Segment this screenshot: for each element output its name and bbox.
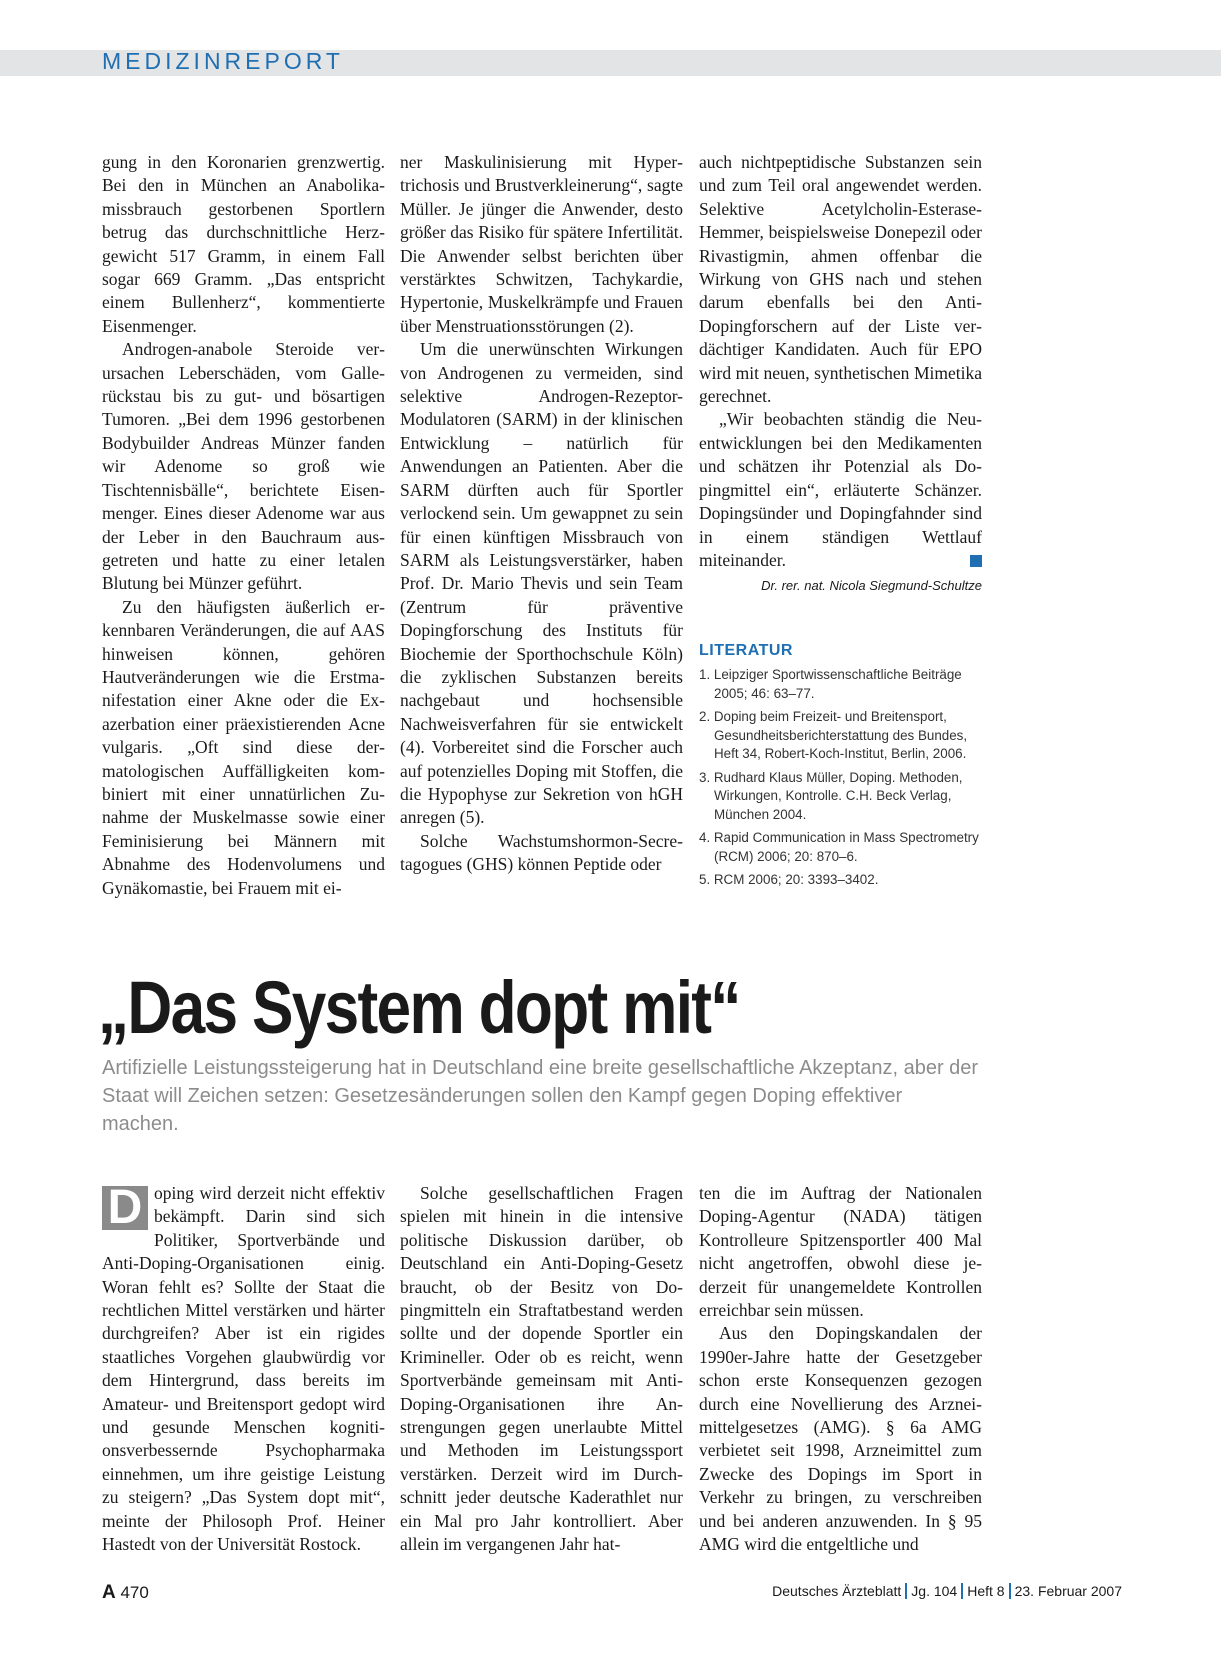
separator <box>961 1583 963 1599</box>
drop-cap: D <box>102 1186 148 1230</box>
separator <box>905 1583 907 1599</box>
paragraph: ner Maskulinisierung mit Hypertrichosis und Brustverkleinerung“, sagte Müller. Je jünger die Anwender, desto größer das Risiko für spätere Infertilität. Die Anwender selbst berichten über verstärktes Schwitzen, Tachykardie, Hypertonie, Muskelkrämpfe und Frauen über Menstruationsstörungen (2). <box>400 152 683 336</box>
paragraph <box>699 408 982 572</box>
paragraph: Solche gesellschaftlichen Fragen spielen mit hinein in die intensive politische Diskussion darüber, ob Deutschland ein Anti-Doping-Gesetz braucht, ob der Besitz von Dopingmitteln ein Straftatbestand werden sollte und der dopende Sportler ein Krimineller. Oder ob es reicht, wenn Sportverbände gemeinsam mit Anti-Doping-Organisationen ihre Anstrengungen gegen unerlaubte Mittel und Methoden im Leistungssport verstärken. Derzeit wird im Durchschnitt jeder deutsche Kaderathlet nur ein Mal pro Jahr kontrolliert. Aber allein im vergangenen Jahr hat- <box>400 1183 683 1555</box>
paragraph: Um die unerwünschten Wirkungen von Androgenen zu vermeiden, sind selektive Androgen-Rezeptor-Modulatoren (SARM) in der klinischen Entwicklung – natürlich für Anwendungen an Patienten. Aber die SARM dürften auch für Sportler verlockend sein. Um gewappnet zu sein für einen künftigen Missbrauch von SARM als Leistungsverstärker, haben Prof. Dr. Mario Thevis und sein Team (Zentrum für präventive Dopingforschung des Instituts für Biochemie der Sporthochschule Köln) die zyklischen Substanzen bereits nachgebaut und hochsensible Nachweisverfahren für sie entwickelt (4). Vorbereitet sind die Forscher auch auf potenzielles Doping mit Stoffen, die die Hypophyse zur Sekretion von hGH anregen (5). <box>400 339 683 828</box>
article-headline: „Das System dopt mit“ <box>98 966 740 1049</box>
separator <box>1009 1583 1011 1599</box>
literature-item: 4. Rapid Communication in Mass Spectrometry (RCM) 2006; 20: 870–6. <box>699 830 979 864</box>
literature-item: 1. Leipziger Sportwissenschaftliche Beiträge 2005; 46: 63–77. <box>699 667 962 701</box>
top-article-column-2 <box>400 151 683 877</box>
page-number <box>102 1582 149 1604</box>
paragraph: Androgen-anabole Steroide verursachen Leberschäden, vom Gallerückstau bis zu gut- und bösartigen Tumoren. „Bei dem 1996 gestorbenen Bodybuilder Andreas Münzer fanden wir Adenome so groß wie Tischtennisbälle“, berichtete Eisenmenger. Eines dieser Adenome war aus der Leber in den Bauchraum ausgetreten und hatte zu einer letalen Blutung bei Münzer geführt. <box>102 339 385 594</box>
article-column-3 <box>699 1182 982 1557</box>
literature-item: 5. RCM 2006; 20: 3393–3402. <box>699 872 879 887</box>
paragraph <box>102 1182 385 1557</box>
paragraph: ten die im Auftrag der Nationalen Doping-Agentur (NADA) tätigen Kontrolleure Spitzensportler 400 Mal nicht angetroffen, obwohl diese jederzeit für unangemeldete Kontrollen erreichbar sein müssen. <box>699 1183 982 1321</box>
page-letter: A <box>102 1582 116 1603</box>
literature-item: 2. Doping beim Freizeit- und Breitensport, Gesundheitsberichterstattung des Bundes, Heft 34, Robert-Koch-Institut, Berlin, 2006. <box>699 709 968 761</box>
literature-list <box>699 666 989 895</box>
journal-info <box>772 1583 1122 1599</box>
paragraph: Solche Wachstumshormon-Secretagogues (GHS) können Peptide oder <box>400 830 683 875</box>
paragraph: gung in den Koronarien grenzwertig. Bei den in München an Anabolikamissbrauch gestorbenen Sportlern betrug das durchschnittliche Herzgewicht 517 Gramm, in einem Fall sogar 669 Gramm. „Das entspricht einem Bullenherz“, kommentierte Eisenmenger. <box>102 152 385 336</box>
journal-issue: Heft 8 <box>967 1583 1005 1599</box>
journal-volume: Jg. 104 <box>911 1583 958 1599</box>
paragraph-text: „Wir beobachten ständig die Neuentwicklungen bei den Medikamenten und schätzen ihr Potenzial als Dopingmittel ein“, erläuterte Schänzer. Dopingsünder und Dopingfahnder sind in einem ständigen Wettlauf miteinander. <box>699 409 982 570</box>
article-subheadline: Artifizielle Leistungssteigerung hat in Deutschland eine breite gesellschaftliche Akzeptanz, aber der Staat will Zeichen setzen: Gesetzesänderungen sollen den Kampf gegen Doping effektiver machen. <box>102 1057 979 1135</box>
page-number-value: 470 <box>120 1583 149 1602</box>
top-article-column-1 <box>102 151 385 900</box>
top-article-column-3 <box>699 151 982 598</box>
paragraph: Zu den häufigsten äußerlich erkennbaren Veränderungen, die auf AAS hinweisen können, gehören Hautveränderungen wie die Erstmanifestation einer Akne oder die Exazerbation einer präexistierenden Acne vulgaris. „Oft sind diese dermatologischen Auffälligkeiten kombiniert mit einer unnatürlichen Zunahme der Muskelmasse sowie einer Feminisierung bei Männern mit Abnahme des Hodenvolumens und Gynäkomastie, bei Frauem mit ei- <box>102 596 385 898</box>
literature-title: LITERATUR <box>699 642 793 659</box>
author-byline: Dr. rer. nat. Nicola Siegmund-Schultze <box>761 578 982 594</box>
article-column-1 <box>102 1182 385 1557</box>
journal-date: 23. Februar 2007 <box>1014 1583 1122 1599</box>
journal-name: Deutsches Ärzteblatt <box>772 1583 902 1599</box>
article-column-2 <box>400 1182 683 1557</box>
paragraph: Aus den Dopingskandalen der 1990er-Jahre hatte der Gesetzgeber schon erste Konsequenzen gezogen durch eine Novellierung des Arzneimittelgesetzes (AMG). § 6a AMG verbietet seit 1998, Arzneimittel zum Zwecke des Dopings im Sport in Verkehr zu bringen, zu verschreiben und bei anderen anzuwenden. In § 95 AMG wird die entgeltliche und <box>699 1323 982 1555</box>
paragraph: auch nichtpeptidische Substanzen sein und zum Teil oral angewendet werden. Selektive Acetylcholin-Esterase-Hemmer, beispielsweise Donepezil oder Rivastigmin, ahmen offenbar die Wirkung von GHS nach und stehen darum ebenfalls bei den Anti-Dopingforschern auf der Liste verdächtiger Kandidaten. Auch für EPO wird mit neuen, synthetischen Mimetika gerechnet. <box>699 152 982 407</box>
section-label: MEDIZINREPORT <box>102 48 344 74</box>
literature-item: 3. Rudhard Klaus Müller, Doping. Methoden, Wirkungen, Kontrolle. C.H. Beck Verlag, München 2004. <box>699 769 963 822</box>
article-end-square-icon <box>970 555 982 567</box>
paragraph-text: oping wird derzeit nicht effektiv bekämpft. Darin sind sich Politiker, Sportverbände und Anti-Doping-Organisationen einig. Woran fehlt es? Sollte der Staat die rechtlichen Mittel verstärken und härter durchgreifen? Aber ist ein rigides staatliches Vorgehen glaubwürdig vor dem Hintergrund, dass bereits im Amateur- und Breitensport gedopt wird und gesunde Menschen kognitionsverbessernde Psychopharmaka einnehmen, um ihre geistige Leistung zu steigern? „Das System dopt mit“, meinte der Philosoph Prof. Heiner Hastedt von der Universität Rostock. <box>102 1183 385 1555</box>
